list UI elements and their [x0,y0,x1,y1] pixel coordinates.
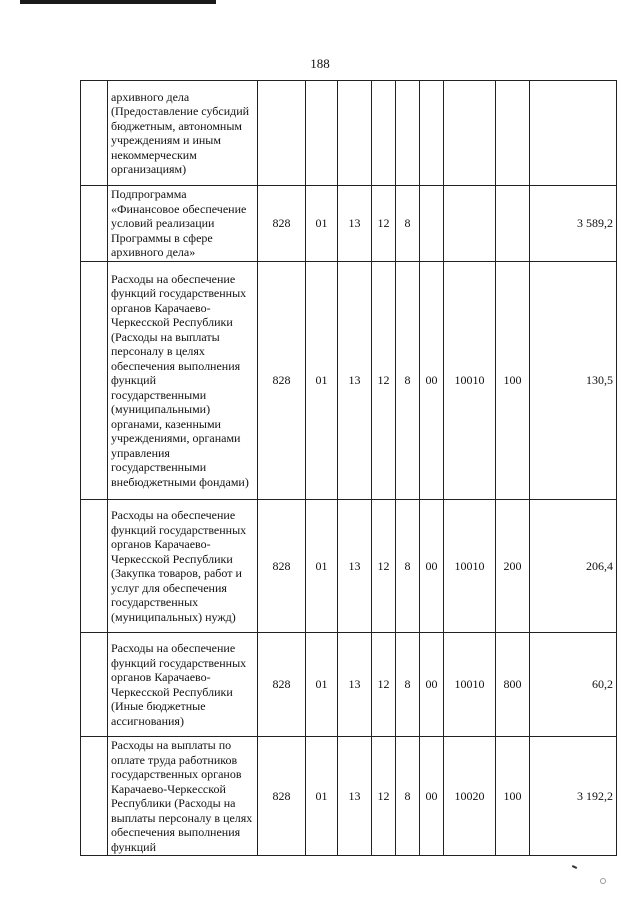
program-code-cell [372,81,396,186]
table-row [81,500,617,633]
main-event-code-cell: 00 [420,262,444,500]
subprogram-code-cell [396,81,420,186]
program-code-cell: 12 [372,262,396,500]
main-event-code-cell: 00 [420,500,444,633]
amount-cell: 130,5 [530,262,617,500]
amount-cell: 3 589,2 [530,186,617,262]
row-index-cell [81,633,108,737]
direction-code-cell [444,81,496,186]
section-code-cell: 01 [306,500,338,633]
expense-name-cell: Расходы на обеспечение функций государственных органов Карачаево-Черкесской Республики (Расходы на выплаты персоналу в целях обеспечения выполнения функций государственными (муниципальными) органами, казенными учреждениями, органами управления государственными внебюджетными фондами) [108,262,258,500]
subsection-code-cell: 13 [338,500,372,633]
program-code-cell: 12 [372,500,396,633]
budget-table [80,80,617,856]
expense-name-cell: архивного дела (Предоставление субсидий бюджетным, автономным учреждениям и иным некоммерческим организациям) [108,81,258,186]
table-row [81,737,617,856]
subprogram-code-cell: 8 [396,633,420,737]
expense-name-cell: Расходы на обеспечение функций государственных органов Карачаево-Черкесской Республики (Закупка товаров, работ и услуг для обеспечения государственных (муниципальных) нужд) [108,500,258,633]
row-index-cell [81,500,108,633]
subprogram-code-cell: 8 [396,737,420,856]
scan-speck [600,878,606,884]
table-row [81,262,617,500]
main-event-code-cell [420,81,444,186]
subsection-code-cell: 13 [338,262,372,500]
expense-type-code-cell: 100 [496,262,530,500]
admin-code-cell [258,81,306,186]
row-index-cell [81,186,108,262]
section-code-cell: 01 [306,737,338,856]
program-code-cell: 12 [372,633,396,737]
admin-code-cell: 828 [258,633,306,737]
direction-code-cell: 10010 [444,500,496,633]
main-event-code-cell: 00 [420,737,444,856]
table-row [81,186,617,262]
admin-code-cell: 828 [258,737,306,856]
direction-code-cell [444,186,496,262]
subsection-code-cell: 13 [338,186,372,262]
row-index-cell [81,737,108,856]
expense-type-code-cell: 200 [496,500,530,633]
direction-code-cell: 10010 [444,262,496,500]
expense-type-code-cell: 100 [496,737,530,856]
top-rule [20,0,216,4]
amount-cell: 206,4 [530,500,617,633]
scan-mark [572,865,577,869]
main-event-code-cell [420,186,444,262]
row-index-cell [81,81,108,186]
direction-code-cell: 10010 [444,633,496,737]
direction-code-cell: 10020 [444,737,496,856]
expense-type-code-cell: 800 [496,633,530,737]
amount-cell: 3 192,2 [530,737,617,856]
expense-name-cell: Подпрограмма «Финансовое обеспечение условий реализации Программы в сфере архивного дела» [108,186,258,262]
admin-code-cell: 828 [258,500,306,633]
main-event-code-cell: 00 [420,633,444,737]
section-code-cell [306,81,338,186]
amount-cell: 60,2 [530,633,617,737]
expense-type-code-cell [496,81,530,186]
table-row [81,633,617,737]
page-number: 188 [310,56,330,71]
admin-code-cell: 828 [258,186,306,262]
row-index-cell [81,262,108,500]
admin-code-cell: 828 [258,262,306,500]
section-code-cell: 01 [306,262,338,500]
subprogram-code-cell: 8 [396,500,420,633]
amount-cell [530,81,617,186]
table-row [81,81,617,186]
expense-type-code-cell [496,186,530,262]
subsection-code-cell [338,81,372,186]
section-code-cell: 01 [306,633,338,737]
program-code-cell: 12 [372,737,396,856]
subsection-code-cell: 13 [338,737,372,856]
expense-name-cell: Расходы на выплаты по оплате труда работников государственных органов Карачаево-Черкесской Республики (Расходы на выплаты персоналу в целях обеспечения выполнения функций [108,737,258,856]
subprogram-code-cell: 8 [396,262,420,500]
expense-name-cell: Расходы на обеспечение функций государственных органов Карачаево-Черкесской Республики (Иные бюджетные ассигнования) [108,633,258,737]
program-code-cell: 12 [372,186,396,262]
section-code-cell: 01 [306,186,338,262]
subsection-code-cell: 13 [338,633,372,737]
subprogram-code-cell: 8 [396,186,420,262]
